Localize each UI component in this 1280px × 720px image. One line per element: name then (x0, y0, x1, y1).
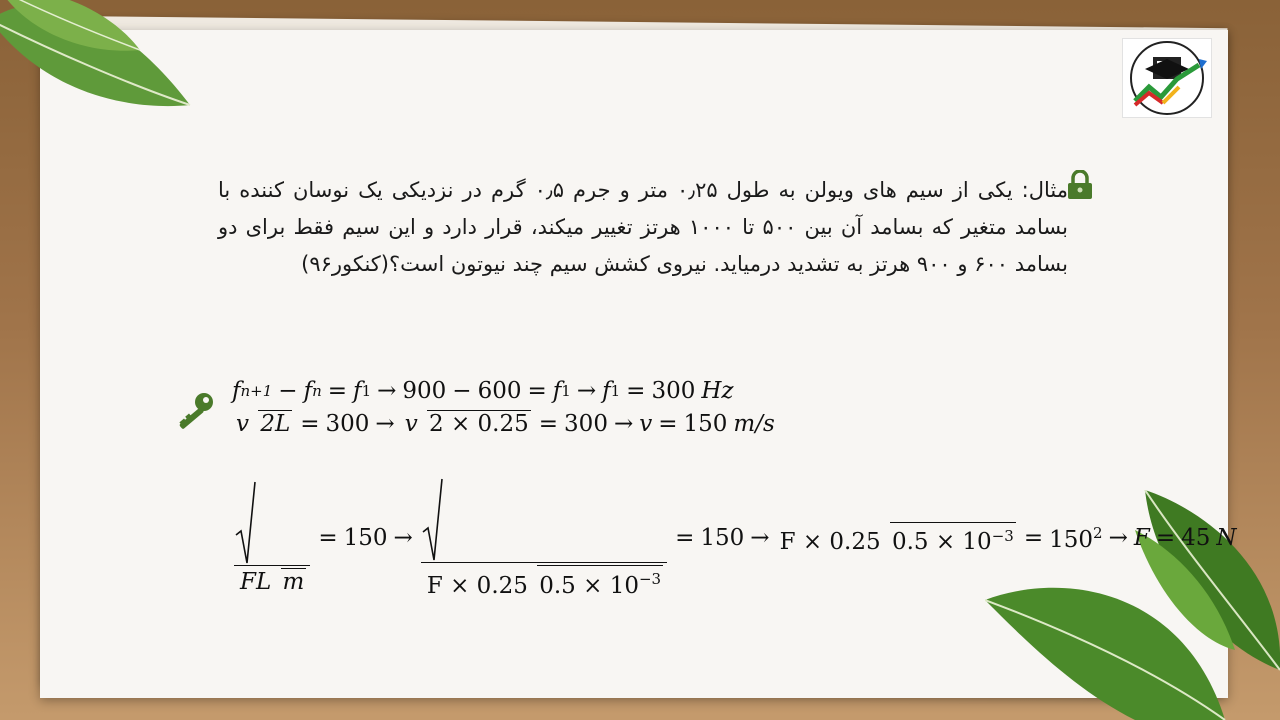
v-symbol: v (639, 410, 653, 437)
f-symbol: f (232, 378, 241, 404)
logo (1122, 38, 1212, 118)
value-900: 900 (402, 378, 447, 404)
fraction-F: F × 0.25 $0.5 \times 10^{-3}$ (778, 522, 1016, 556)
lock-icon (1066, 170, 1094, 200)
F-symbol: F (1133, 525, 1150, 552)
unit-hz: Hz (701, 378, 734, 404)
value-300: 300 (651, 378, 696, 404)
equation-line-2: v 2L = 300 → v 2 × 0.25 = 300 → v = 150 m/s (236, 410, 775, 437)
unit-m-per-s: m/s (733, 410, 775, 437)
value-150: 150 (700, 525, 745, 552)
subscript-n: n (312, 382, 322, 400)
key-icon (172, 390, 216, 434)
f-symbol: f (303, 378, 313, 404)
value-600: 600 (477, 378, 522, 404)
value-150-squared: $150^2$ (1049, 524, 1103, 553)
leaf-decoration-top-left (0, 0, 210, 120)
subscript-1: 1 (610, 382, 621, 400)
value-150: 150 (343, 525, 388, 552)
equation-line-1: f n+1 − f n = f 1 → 900 − 600 = f 1 → f 1 = 300 Hz (232, 378, 734, 404)
value-300: 300 (325, 410, 370, 437)
fraction-v-over-2x025: v 2 × 0.25 (404, 411, 529, 437)
f-symbol: f (552, 378, 562, 404)
value-45: 45 (1181, 525, 1211, 552)
equation-line-3: FL m = 150 → F × 0.25 $0.5 \times 10^{-3}$ = 150 → F × 0.25 $0.5 \times 10^{-3}$ = $150^2$ → F = 45 N (232, 478, 1237, 599)
fraction-v-over-2L: v 2L (236, 411, 291, 437)
f-symbol: f (602, 378, 611, 404)
sqrt-fraction: F × 0.25 $0.5 \times 10^{-3}$ (421, 478, 667, 599)
subscript-1: 1 (561, 382, 571, 400)
subscript-n-plus-1: n+1 (240, 382, 273, 400)
sqrt-FL-over-m: FL m (234, 481, 310, 595)
subscript-1: 1 (361, 382, 372, 400)
value-150: 150 (683, 410, 728, 437)
problem-statement: مثال: یکی از سیم های ویولن به طول ۰٫۲۵ متر و جرم ۰٫۵ گرم در نزدیکی یک نوسان کننده با بسامد متغیر که بسامد آن بین ۵۰۰ تا ۱۰۰۰ هرتز تغییر میکند، قرار دارد و این سیم فقط برای دو بسامد ۶۰۰ و ۹۰۰ هرتز به تشدید درمیاید. نیروی کشش سیم چند نیوتون است؟(کنکور۹۶) (218, 178, 1069, 276)
value-300: 300 (564, 410, 608, 437)
f-symbol: f (353, 378, 362, 404)
unit-newton: N (1216, 525, 1237, 552)
